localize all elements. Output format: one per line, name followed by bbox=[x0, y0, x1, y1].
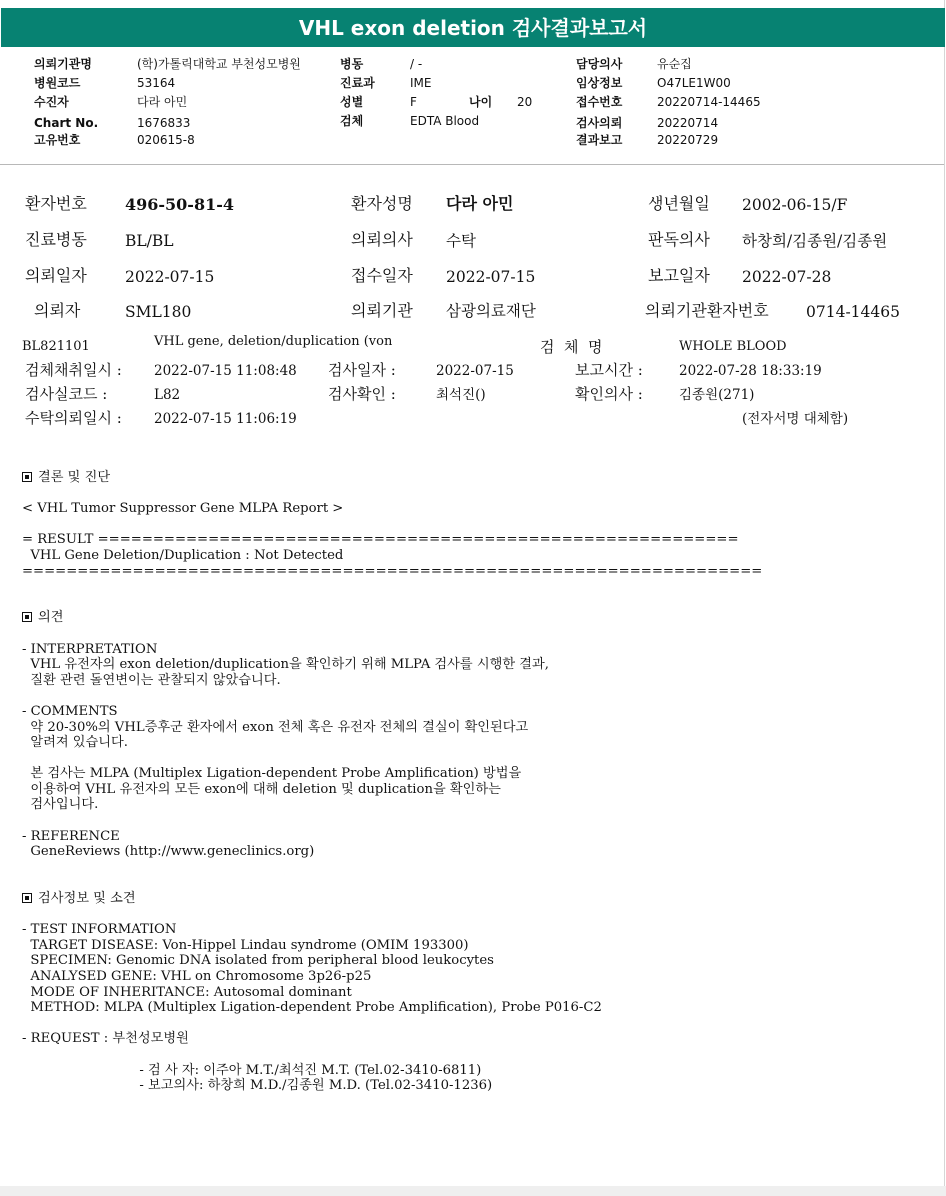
label-consign-time: 수탁의뢰일시 : bbox=[25, 409, 122, 427]
section-title-opinion: 의견 bbox=[38, 610, 64, 626]
section-bullet-icon bbox=[22, 472, 32, 482]
value-test-date: 2022-07-15 bbox=[436, 363, 514, 379]
header-value-ward: / - bbox=[410, 57, 423, 71]
header-value-age: 20 bbox=[517, 95, 533, 109]
value-institution: 삼광의료재단 bbox=[446, 302, 536, 320]
label-institution: 의뢰기관 bbox=[351, 301, 413, 320]
label-reading-doctor: 판독의사 bbox=[648, 230, 710, 249]
value-referring-doctor: 수탁 bbox=[446, 232, 476, 250]
label-test-confirm: 검사확인 : bbox=[328, 385, 396, 403]
label-patient-name: 환자성명 bbox=[351, 194, 413, 213]
header-value-receipt-no: 20220714-14465 bbox=[657, 95, 761, 109]
label-report-date: 보고일자 bbox=[648, 266, 710, 285]
header-label-unique-no: 고유번호 bbox=[34, 133, 81, 147]
label-patient-no: 환자번호 bbox=[25, 194, 87, 213]
value-patient-no: 496-50-81-4 bbox=[125, 195, 234, 214]
header-value-chart-no: 1676833 bbox=[137, 116, 191, 130]
header-label-hospital-code: 병원코드 bbox=[34, 76, 81, 90]
label-receipt-date: 접수일자 bbox=[351, 266, 413, 285]
header-value-result-report: 20220729 bbox=[657, 133, 719, 147]
section-bullet-icon bbox=[22, 893, 32, 903]
header-label-attending: 담당의사 bbox=[576, 57, 623, 71]
esign-note: (전자서명 대체함) bbox=[742, 411, 849, 427]
value-consign-time: 2022-07-15 11:06:19 bbox=[154, 411, 297, 427]
value-requester: SML180 bbox=[125, 303, 192, 321]
section-body-test-info: - TEST INFORMATION TARGET DISEASE: Von-Hippel Lindau syndrome (OMIM 193300) SPECIMEN: Genomic DNA isolated from peripheral blood leukocytes ANALYSED GENE: VHL on Chromosome 3p26-p25 MODE OF INHERITANCE: Autosomal dominant METHOD: MLPA (Multiplex Ligation-dependent Probe Amplification), Probe P016-C2 - REQUEST : 부천성모병원 - 검 사 자: 이주아 M.T./최석진 M.T. (Tel.02-3410-6811) - 보고의사: 하창희 M.D./김종원 M.D. (Tel.02-3410-1236) bbox=[22, 922, 602, 1094]
label-specimen-name: 검 체 명 bbox=[540, 338, 603, 356]
value-confirm-doctor: 김종원(271) bbox=[679, 387, 755, 403]
header-label-specimen: 검체 bbox=[340, 114, 364, 128]
header-label-age: 나이 bbox=[469, 95, 493, 109]
value-report-date: 2022-07-28 bbox=[742, 268, 832, 286]
header-value-examinee: 다라 아민 bbox=[137, 95, 188, 109]
section-bullet-icon bbox=[22, 612, 32, 622]
header-label-department: 진료과 bbox=[340, 76, 375, 90]
label-confirm-doctor: 확인의사 : bbox=[575, 385, 643, 403]
header-value-institution: (학)가톨릭대학교 부천성모병원 bbox=[137, 57, 301, 71]
value-birth-date: 2002-06-15/F bbox=[742, 196, 848, 214]
test-code: BL821101 bbox=[22, 339, 90, 354]
value-report-time: 2022-07-28 18:33:19 bbox=[679, 363, 822, 379]
section-body-opinion: - INTERPRETATION VHL 유전자의 exon deletion/duplication을 확인하기 위해 MLPA 검사를 시행한 결과, 질환 관련 돌연변이는 관찰되지 않았습니다. - COMMENTS 약 20-30%의 VHL증후군 환자에서 exon 전체 혹은 유전자 전체의 결실이 확인된다고 알려져 있습니다. 본 검사는 MLPA (Multiplex Ligation-dependent Probe Amplification) 방법을 이용하여 VHL 유전자의 모든 exon에 대해 deletion 및 duplication을 확인하는 검사입니다. - REFERENCE GeneReviews (http://www.geneclinics.org) bbox=[22, 641, 549, 860]
header-label-institution: 의뢰기관명 bbox=[34, 57, 92, 71]
label-requester: 의뢰자 bbox=[34, 301, 81, 320]
value-reading-doctor: 하창희/김종원/김종원 bbox=[742, 232, 888, 250]
value-institution-patient-no: 0714-14465 bbox=[806, 303, 900, 321]
header-label-clinical-info: 임상정보 bbox=[576, 76, 623, 90]
section-title-test-info: 검사정보 및 소견 bbox=[38, 891, 136, 907]
label-room-code: 검사실코드 : bbox=[25, 385, 108, 403]
header-value-unique-no: 020615-8 bbox=[137, 133, 195, 147]
value-room-code: L82 bbox=[154, 387, 181, 403]
header-divider bbox=[0, 164, 944, 165]
label-birth-date: 생년월일 bbox=[648, 194, 710, 213]
label-test-date: 검사일자 : bbox=[328, 361, 396, 379]
section-title-conclusion: 결론 및 진단 bbox=[38, 470, 111, 485]
label-request-date: 의뢰일자 bbox=[25, 266, 87, 285]
section-body-conclusion: < VHL Tumor Suppressor Gene MLPA Report > = RESULT ========================================================== VHL Gene Deletion/Duplication : Not Detected =================================================================== bbox=[22, 501, 763, 579]
label-referring-doctor: 의뢰의사 bbox=[351, 230, 413, 249]
header-value-department: IME bbox=[410, 76, 432, 90]
header-label-receipt-no: 접수번호 bbox=[576, 95, 623, 109]
label-collect-time: 검체채취일시 : bbox=[25, 361, 122, 379]
label-report-time: 보고시간 : bbox=[575, 361, 643, 379]
value-request-date: 2022-07-15 bbox=[125, 268, 215, 286]
label-institution-patient-no: 의뢰기관환자번호 bbox=[645, 301, 769, 320]
header-value-attending: 유순집 bbox=[657, 57, 692, 71]
page-title: VHL exon deletion 검사결과보고서 bbox=[1, 8, 945, 47]
header-label-result-report: 결과보고 bbox=[576, 133, 623, 147]
value-receipt-date: 2022-07-15 bbox=[446, 268, 536, 286]
header-value-test-request: 20220714 bbox=[657, 116, 719, 130]
value-ward: BL/BL bbox=[125, 232, 174, 250]
value-patient-name: 다라 아민 bbox=[446, 194, 514, 213]
header-label-test-request: 검사의뢰 bbox=[576, 116, 623, 130]
test-name: VHL gene, deletion/duplication (von bbox=[154, 334, 393, 349]
report-body bbox=[22, 470, 762, 1094]
value-test-confirm: 최석진() bbox=[436, 387, 486, 403]
page-bottom-strip bbox=[0, 1186, 946, 1196]
value-collect-time: 2022-07-15 11:08:48 bbox=[154, 363, 297, 379]
header-value-specimen: EDTA Blood bbox=[410, 114, 480, 128]
header-value-sex: F bbox=[410, 95, 417, 109]
value-specimen-name: WHOLE BLOOD bbox=[679, 339, 787, 354]
header-label-examinee: 수진자 bbox=[34, 95, 69, 109]
header-label-ward: 병동 bbox=[340, 57, 364, 71]
label-ward: 진료병동 bbox=[25, 230, 87, 249]
header-label-sex: 성별 bbox=[340, 95, 364, 109]
header-value-clinical-info: O47LE1W00 bbox=[657, 76, 731, 90]
header-value-hospital-code: 53164 bbox=[137, 76, 176, 90]
header-label-chart-no: Chart No. bbox=[34, 116, 99, 130]
